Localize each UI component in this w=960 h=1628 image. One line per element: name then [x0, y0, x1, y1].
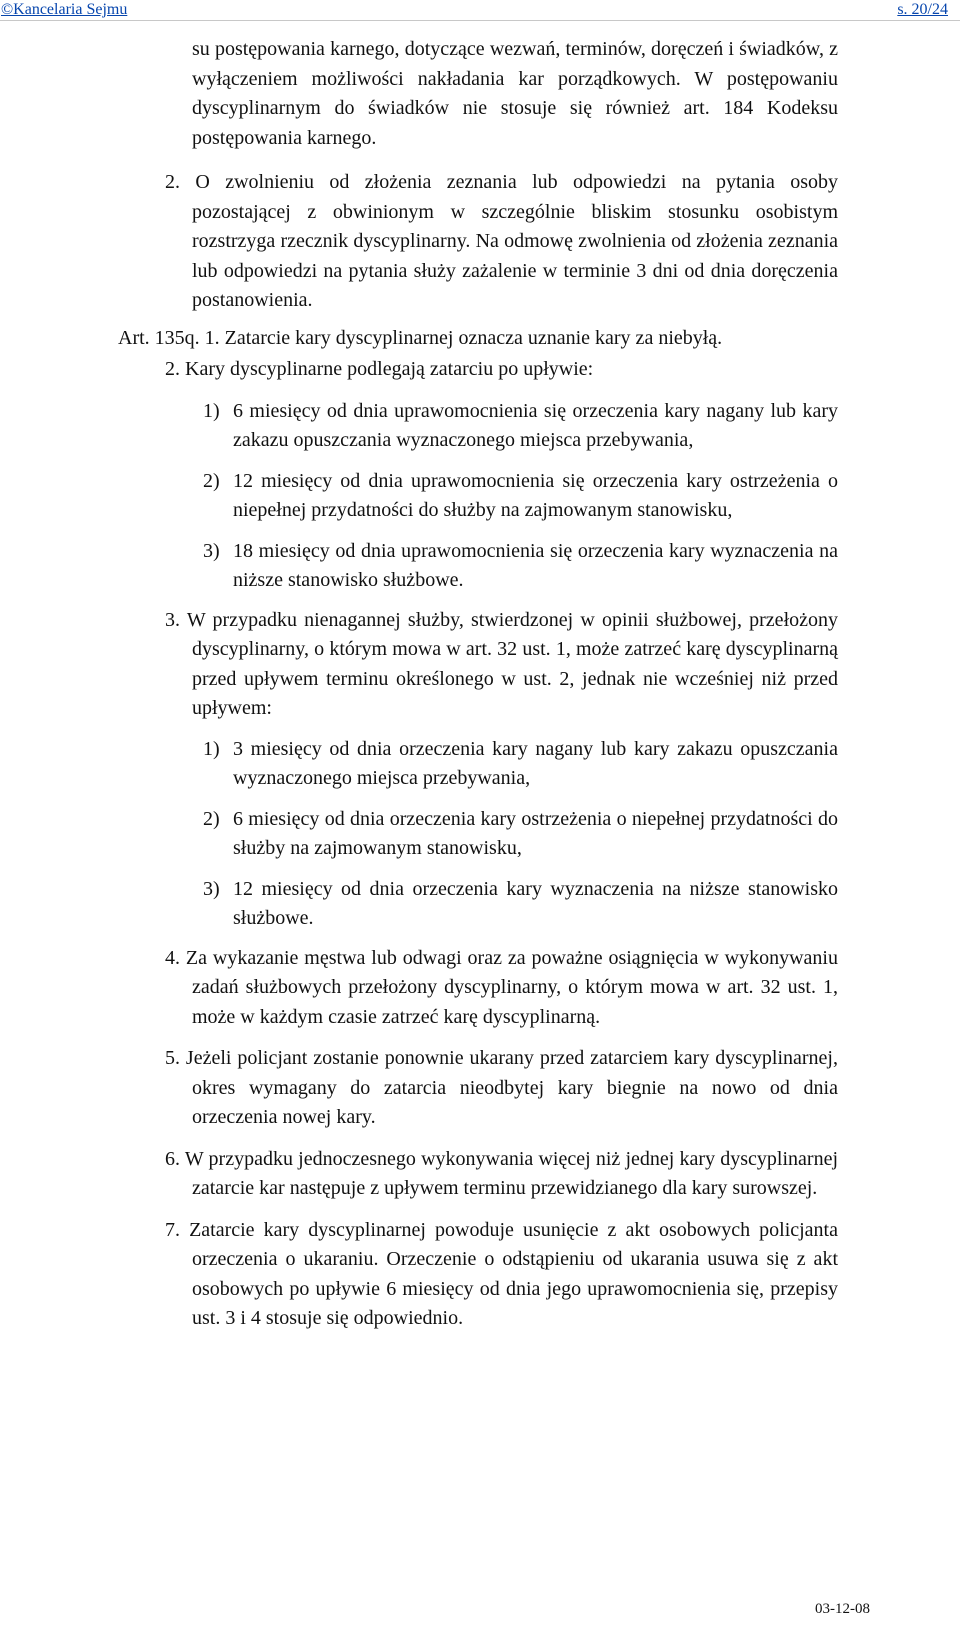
- point-number: 3): [203, 877, 220, 900]
- ust-number: 7.: [165, 1218, 180, 1241]
- article-135q-ust-7: [165, 1216, 838, 1334]
- list-item: [203, 397, 838, 456]
- ust-text: Zatarcie kary dyscyplinarnej powoduje usunięcie z akt osobowych policjanta orzeczenia o ukaraniu. Orzeczenie o odstąpieniu od ukarania usuwa się z akt osobowych po upływie 6 miesięcy od dnia jego uprawomocnienia się, przepisy ust. 3 i 4 stosuje się odpowiednio.: [189, 1218, 838, 1329]
- list-item: [203, 467, 838, 526]
- list-item: [203, 537, 838, 596]
- article-135q-ust-2: [165, 355, 838, 385]
- article-135q-ust-5: [165, 1044, 838, 1133]
- ust-number: 4.: [165, 946, 180, 969]
- list-item: [203, 875, 838, 934]
- header-divider: [0, 20, 960, 21]
- ust-text: Za wykazanie męstwa lub odwagi oraz za poważne osiągnięcia w wykonywaniu zadań służbowych przełożony dyscyplinarny, o którym mowa w art. 32 ust. 1, może w każdym czasie zatrzeć karę dyscyplinarną.: [185, 946, 838, 1028]
- continued-paragraph: su postępowania karnego, dotyczące wezwań, terminów, doręczeń i świadków, z wyłączeniem możliwości nakładania kar porządkowych. W postępowaniu dyscyplinarnym do świadków nie stosuje się również art. 184 Kodeksu postępowania karnego.: [192, 38, 838, 149]
- point-number: 2): [203, 469, 220, 492]
- article-135q-ust-3: [165, 606, 838, 724]
- article-label: Art. 135q.: [118, 326, 200, 349]
- ust-number: 3.: [165, 608, 180, 631]
- list-item: [203, 805, 838, 864]
- ust-text: Jeżeli policjant zostanie ponownie ukarany przed zatarciem kary dyscyplinarnej, okres wymagany do zatarcia nieodbytej kary biegnie na nowo od dnia orzeczenia nowej kary.: [185, 1047, 838, 1128]
- paragraph-text: O zwolnieniu od złożenia zeznania lub odpowiedzi na pytania osoby pozostającej z obwinionym w szczególnie bliskim stosunku osobistym rozstrzyga rzecznik dyscyplinarny. Na odmowę zwolnienia od złożenia zeznania lub odpowiedzi na pytania służy zażalenie w terminie 3 dni od dnia doręczenia postanowienia.: [192, 171, 838, 311]
- point-text: 12 miesięcy od dnia orzeczenia kary wyznaczenia na niższe stanowisko służbowe.: [233, 877, 838, 929]
- point-number: 2): [203, 807, 220, 830]
- paragraph-number: 2.: [165, 171, 180, 193]
- ust-text: W przypadku nienagannej służby, stwierdzonej w opinii służbowej, przełożony dyscyplinarny, o którym mowa w art. 32 ust. 1, może zatrzeć karę dyscyplinarną przed upływem terminu określonego w ust. 2, jednak nie wcześniej niż przed upływem:: [186, 608, 838, 719]
- ust-number: 1.: [204, 326, 220, 349]
- point-text: 12 miesięcy od dnia uprawomocnienia się orzeczenia kary ostrzeżenia o niepełnej przydatności do służby na zajmowanym stanowisku,: [233, 469, 838, 521]
- source-link[interactable]: ©Kancelaria Sejmu: [1, 1, 128, 18]
- point-text: 6 miesięcy od dnia uprawomocnienia się orzeczenia kary nagany lub kary zakazu opuszczania wyznaczonego miejsca przebywania,: [233, 399, 838, 451]
- article-135q-ust-1: [118, 324, 838, 354]
- article-135q-ust-4: [165, 944, 838, 1033]
- page-header: [0, 0, 960, 22]
- ust-number: 6.: [165, 1147, 180, 1170]
- point-number: 1): [203, 737, 220, 760]
- page-number-link[interactable]: s. 20/24: [897, 1, 948, 18]
- document-body: [0, 35, 960, 1334]
- footer-date: 03-12-08: [815, 1601, 870, 1617]
- ust-text: W przypadku jednoczesnego wykonywania więcej niż jednej kary dyscyplinarnej zatarcie kar następuje z upływem terminu przewidzianego dla kary surowszej.: [184, 1147, 839, 1199]
- ust-text: Zatarcie kary dyscyplinarnej oznacza uznanie kary za niebyłą.: [224, 326, 723, 349]
- ust-number: 2.: [165, 358, 180, 380]
- point-text: 6 miesięcy od dnia orzeczenia kary ostrzeżenia o niepełnej przydatności do służby na zajmowanym stanowisku,: [233, 807, 838, 859]
- point-number: 3): [203, 539, 220, 562]
- ust-number: 5.: [165, 1047, 180, 1069]
- paragraph-2: [165, 168, 838, 316]
- list-item: [203, 735, 838, 794]
- ust-text: Kary dyscyplinarne podlegają zatarciu po upływie:: [185, 358, 594, 380]
- point-text: 18 miesięcy od dnia uprawomocnienia się orzeczenia kary wyznaczenia na niższe stanowisko służbowe.: [233, 539, 838, 591]
- article-135q-ust-6: [165, 1145, 839, 1204]
- point-number: 1): [203, 399, 220, 422]
- point-text: 3 miesięcy od dnia orzeczenia kary nagany lub kary zakazu opuszczania wyznaczonego miejsca przebywania,: [233, 737, 838, 789]
